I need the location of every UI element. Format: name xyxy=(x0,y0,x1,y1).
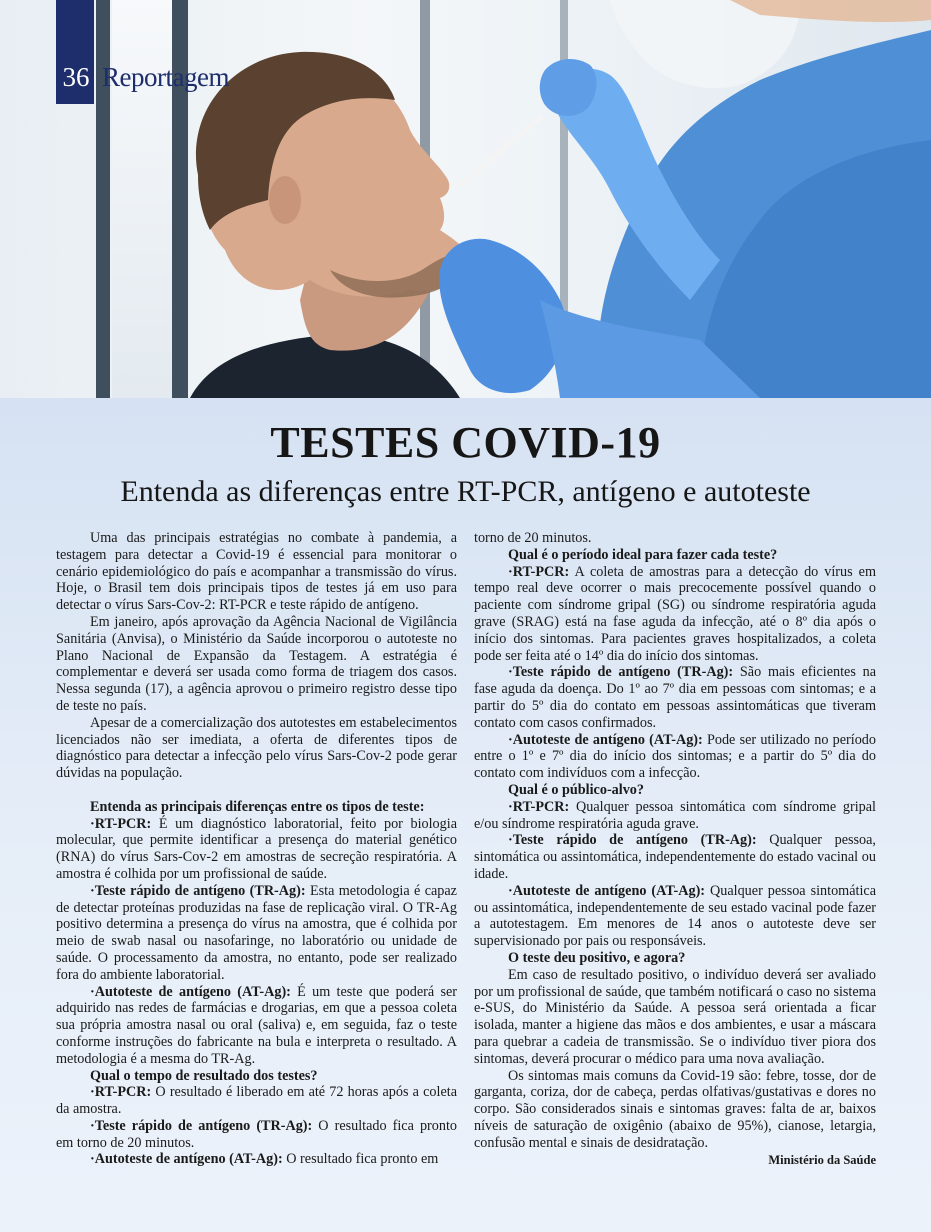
item-text: É um teste que poderá ser adquirido nas redes de farmácias e drogarias, em que a pessoa coleta sua própria amostra nasal ou oral (saliva) e, em seguida, faz o teste conforme instruções do fabricante na bula e interpreta o resultado. A metodologia é a mesma do TR-Ag. xyxy=(56,983,458,1067)
item-label: ·RT-PCR: xyxy=(90,815,152,832)
item-text: O resultado fica pronto em torno de 20 minutos. xyxy=(56,1117,457,1151)
question-heading: Qual é o período ideal para fazer cada teste? xyxy=(508,546,778,563)
item-label: ·Teste rápido de antígeno (TR-Ag): xyxy=(90,1117,313,1134)
item-text: O resultado é liberado em até 72 horas após a coleta da amostra. xyxy=(56,1084,457,1118)
item-label: ·Autoteste de antígeno (AT-Ag): xyxy=(90,1151,283,1168)
item-label: ·RT-PCR: xyxy=(508,798,570,815)
item-text: São mais eficientes na fase aguda da doença. Do 1º ao 7º dia em pessoas com sintomas; e a partir do 5º dia do contato em pessoas assintomáticas que tiveram contato com casos confirmados. xyxy=(474,664,876,731)
item-text: Qualquer pessoa, sintomática ou assintomática, independentemente do estado vacinal ou idade. xyxy=(474,832,876,882)
item-text: Qualquer pessoa sintomática com síndrome gripal e/ou síndrome respiratória aguda grave. xyxy=(474,798,876,832)
paragraph: Uma das principais estratégias no combate à pandemia, a testagem para detectar a Covid-19 é essencial para monitorar o cenário epidemiológico do país e acompanhar a transmissão do vírus. Hoje, o Brasil tem dois principais tipos de testes já em uso para detectar o vírus Sars-Cov-2: RT-PCR e teste rápido de antígeno. xyxy=(56,530,457,614)
paragraph: Apesar de a comercialização dos autotestes em estabelecimentos licenciados não ser imediata, a oferta de diferentes tipos de diagnóstico para detectar a infecção pelo vírus Sars-Cov-2 pode gerar dúvidas na população. xyxy=(56,714,457,782)
test-item-trag xyxy=(56,883,457,984)
paragraph: Em janeiro, após aprovação da Agência Nacional de Vigilância Sanitária (Anvisa), o Ministério da Saúde incorporou o autoteste no Plano Nacional de Expansão da Testagem. A estratégia é complementar e deverá ser usada como forma de triagem dos casos. Nessa segunda (17), a agência aprovou o primeiro registro desse tipo de teste no país. xyxy=(56,613,457,714)
item-text: O resultado fica pronto em xyxy=(282,1151,439,1168)
paragraph: Em caso de resultado positivo, o indivíduo deverá ser avaliado por um profissional de saúde, que também notificará o caso no sistema e-SUS, do Ministério da Saúde. A pessoa será orientada a ficar isolada, manter a higiene das mãos e dos ambientes, e usar a máscara para quebrar a cadeia de transmissão. Se o indivíduo tiver piora dos sintomas, deverá procurar o médico para uma nova avaliação. xyxy=(474,966,876,1067)
article-title: TESTES COVID-19 xyxy=(270,418,661,467)
item-label: ·Autoteste de antígeno (AT-Ag): xyxy=(508,882,706,899)
article-source: Ministério da Saúde xyxy=(768,1153,876,1168)
item-text: Pode ser utilizado no período entre o 1º e 7º dia do início dos sintomas; e a partir do 5º dia do contato com indivíduos com a infecção. xyxy=(474,731,876,782)
item-label: ·Teste rápido de antígeno (TR-Ag): xyxy=(90,882,306,899)
paragraph: Os sintomas mais comuns da Covid-19 são: febre, tosse, dor de garganta, coriza, dor de cabeça, perdas olfativas/gustativas e dores no corpo. São considerados sinais e sintomas graves: falta de ar, baixos níveis de saturação de oxigênio (abaixo de 95%), cianose, letargia, confusão mental e sinais de desidratação. xyxy=(474,1067,876,1151)
item-label: ·Autoteste de antígeno (AT-Ag): xyxy=(508,731,703,748)
item-text: Qualquer pessoa sintomática ou assintomática, independentemente de seu estado vacinal pode fazer a autotestagem. Em menores de 14 anos o autoteste deve ser supervisionado por pais ou responsáveis. xyxy=(474,882,876,950)
period-item-atag xyxy=(474,732,876,782)
hero-photo xyxy=(0,0,931,398)
result-item-atag xyxy=(56,1151,457,1168)
item-text: É um diagnóstico laboratorial, feito por biologia molecular, que permite identificar a presença do material genético (RNA) do vírus Sars-Cov-2 em amostras de secreção respiratória. A amostra é colhida por um profissional de saúde. xyxy=(56,815,457,882)
audience-item-atag xyxy=(474,883,876,950)
audience-item-trag xyxy=(474,832,876,882)
audience-item-rtpcr xyxy=(474,799,876,833)
covid-swab-test-illustration xyxy=(0,0,931,398)
article-subtitle: Entenda as diferenças entre RT-PCR, antígeno e autoteste xyxy=(120,475,811,508)
item-label: ·RT-PCR: xyxy=(90,1084,152,1101)
result-item-trag xyxy=(56,1118,457,1152)
left-column xyxy=(56,530,457,1168)
question-heading: Qual é o público-alvo? xyxy=(508,781,644,798)
item-text: Esta metodologia é capaz de detectar proteínas produzidas na fase de replicação viral. O TR-Ag positivo determina a presença do vírus na amostra, que é colhida por meio de swab nasal ou nasofaringe, no laboratório ou unidade de saúde. O processamento da amostra, no entanto, pode ser realizado fora do ambiente laboratorial. xyxy=(56,882,457,983)
test-item-atag xyxy=(56,984,457,1068)
result-item-rtpcr xyxy=(56,1084,457,1118)
item-label: ·Teste rápido de antígeno (TR-Ag): xyxy=(508,832,757,849)
item-label: ·Teste rápido de antígeno (TR-Ag): xyxy=(508,664,734,681)
question-heading: O teste deu positivo, e agora? xyxy=(508,949,686,966)
item-text: A coleta de amostras para a detecção do vírus em tempo real deve ocorrer o mais precocemente possível quando o paciente com síndrome gripal (SG) ou síndrome respiratória aguda grave (SRAG) está na fase aguda da infecção, até o 8º dia após o início dos sintomas. Para pacientes graves hospitalizados, a coleta pode ser feita até o 14º dia do início dos sintomas. xyxy=(474,563,876,664)
period-item-trag xyxy=(474,664,876,731)
question-heading: Qual o tempo de resultado dos testes? xyxy=(90,1067,318,1084)
period-item-rtpcr xyxy=(474,564,876,665)
question-heading: Entenda as principais diferenças entre os tipos de teste: xyxy=(90,798,425,815)
right-column xyxy=(474,530,876,1169)
item-label: ·RT-PCR: xyxy=(508,563,570,580)
item-label: ·Autoteste de antígeno (AT-Ag): xyxy=(90,983,291,1000)
section-label: Reportagem xyxy=(102,62,229,92)
test-item-rtpcr xyxy=(56,816,457,883)
page-number: 36 xyxy=(62,62,90,92)
paragraph-continuation: torno de 20 minutos. xyxy=(474,530,592,546)
